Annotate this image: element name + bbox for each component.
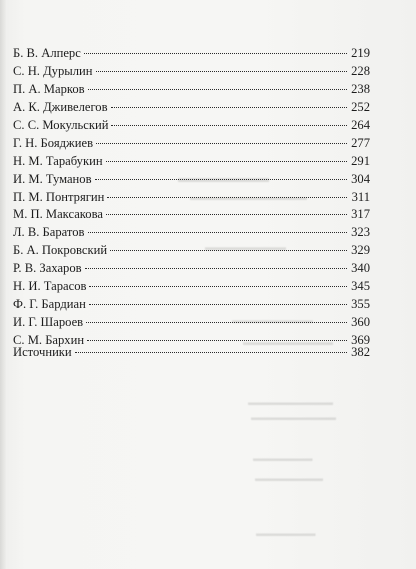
toc-entry[interactable]	[13, 63, 370, 81]
toc-entry[interactable]	[13, 242, 370, 260]
toc-entry[interactable]	[13, 314, 370, 332]
dot-leader	[107, 197, 347, 198]
toc-entry[interactable]	[13, 278, 370, 296]
toc-entry-page: 329	[351, 243, 370, 258]
bleed-through-text: ▬▬▬▬▬▬▬▬▬	[232, 315, 313, 325]
toc-entry-page: 311	[351, 189, 370, 204]
bleed-through-text: ▬▬▬▬▬▬▬	[256, 528, 316, 538]
toc-entry[interactable]	[13, 189, 370, 207]
toc-entry-page: 238	[351, 81, 370, 96]
bleed-through-text: ▬▬▬▬▬▬▬▬▬	[205, 242, 286, 252]
dot-leader	[96, 71, 348, 72]
dot-leader	[110, 250, 347, 251]
bleed-through-text: ▬▬▬▬▬▬▬▬▬▬	[251, 412, 336, 422]
toc-entry-name: Ф. Г. Бардиан	[13, 297, 86, 312]
toc-entry-page: 360	[351, 315, 370, 330]
toc-entry-name: И. Г. Шароев	[13, 315, 84, 330]
dot-leader	[111, 125, 347, 126]
dot-leader	[75, 352, 347, 353]
bleed-through-text: ▬▬▬▬▬▬▬▬▬▬▬▬▬	[190, 192, 307, 202]
toc-entry-name: И. М. Туманов	[13, 171, 92, 186]
toc-entry-name: С. С. Мокульский	[13, 117, 109, 132]
toc-entry-name: П. М. Понтрягин	[13, 189, 105, 204]
toc-entry-name: Н. М. Тарабукин	[13, 153, 103, 168]
dot-leader	[106, 214, 347, 215]
toc-entry[interactable]	[13, 81, 370, 99]
toc-entry-name: А. К. Дживелегов	[13, 99, 108, 114]
toc-entry-sources[interactable]	[13, 344, 370, 362]
toc-entry-page: 340	[351, 261, 370, 276]
toc-entry-name: П. А. Марков	[13, 81, 85, 96]
bleed-through-text: ▬▬▬▬▬▬▬	[178, 170, 269, 185]
toc-entry-name: Б. В. Алперс	[13, 46, 81, 60]
toc-entry[interactable]	[13, 153, 370, 171]
toc-entry-name: Б. А. Покровский	[13, 243, 108, 258]
table-of-contents	[13, 45, 370, 350]
dot-leader	[89, 286, 347, 287]
toc-entry[interactable]	[13, 260, 370, 278]
dot-leader	[89, 304, 347, 305]
toc-entry-name: Г. Н. Бояджиев	[13, 135, 94, 150]
toc-entry-name: Л. В. Баратов	[13, 225, 85, 240]
dot-leader	[96, 143, 347, 144]
toc-entry-page: 264	[351, 117, 370, 132]
page-edge	[0, 0, 6, 569]
toc-entry-name: С. Н. Дурылин	[13, 63, 93, 78]
toc-entry-page: 317	[351, 207, 370, 222]
toc-sources	[13, 344, 370, 362]
toc-entry-page: 369	[351, 333, 370, 347]
toc-entry[interactable]	[13, 99, 370, 117]
toc-entry-name: Н. И. Тарасов	[13, 279, 87, 294]
toc-entry-name: Р. В. Захаров	[13, 261, 82, 276]
dot-leader	[95, 179, 347, 180]
toc-entry[interactable]	[13, 224, 370, 242]
toc-entry-name: Источники	[13, 345, 72, 359]
dot-leader	[106, 161, 347, 162]
dot-leader	[88, 232, 348, 233]
bleed-through-text: ▬▬▬▬▬▬▬▬▬▬	[248, 397, 333, 407]
dot-leader	[111, 107, 347, 108]
dot-leader	[85, 268, 347, 269]
bleed-through-text: ▬▬▬▬▬▬▬	[253, 453, 313, 463]
toc-entry-page: 355	[351, 297, 370, 312]
toc-entry-name: М. П. Максакова	[13, 207, 103, 222]
toc-entry[interactable]	[13, 45, 370, 63]
dot-leader	[88, 89, 347, 90]
toc-entry-page: 345	[351, 279, 370, 294]
dot-leader	[84, 53, 347, 54]
toc-entry[interactable]	[13, 117, 370, 135]
toc-entry-page: 219	[351, 46, 370, 60]
bleed-through-text: ▬▬▬▬▬▬▬▬▬▬	[243, 337, 333, 347]
dot-leader	[87, 340, 347, 341]
toc-entry-page: 228	[351, 63, 370, 78]
toc-entry-page: 382	[351, 345, 370, 359]
toc-entry-page: 291	[351, 153, 370, 168]
toc-entry[interactable]	[13, 206, 370, 224]
toc-entry-page: 304	[351, 171, 370, 186]
bleed-through-text: ▬▬▬▬▬▬▬▬	[255, 473, 323, 483]
toc-entry-page: 277	[351, 135, 370, 150]
toc-entry[interactable]	[13, 135, 370, 153]
toc-entry-page: 252	[351, 99, 370, 114]
toc-entry[interactable]	[13, 296, 370, 314]
toc-entry-page: 323	[351, 225, 370, 240]
toc-entry[interactable]	[13, 171, 370, 189]
toc-entry-name: С. М. Бархин	[13, 333, 85, 347]
dot-leader	[86, 322, 347, 323]
